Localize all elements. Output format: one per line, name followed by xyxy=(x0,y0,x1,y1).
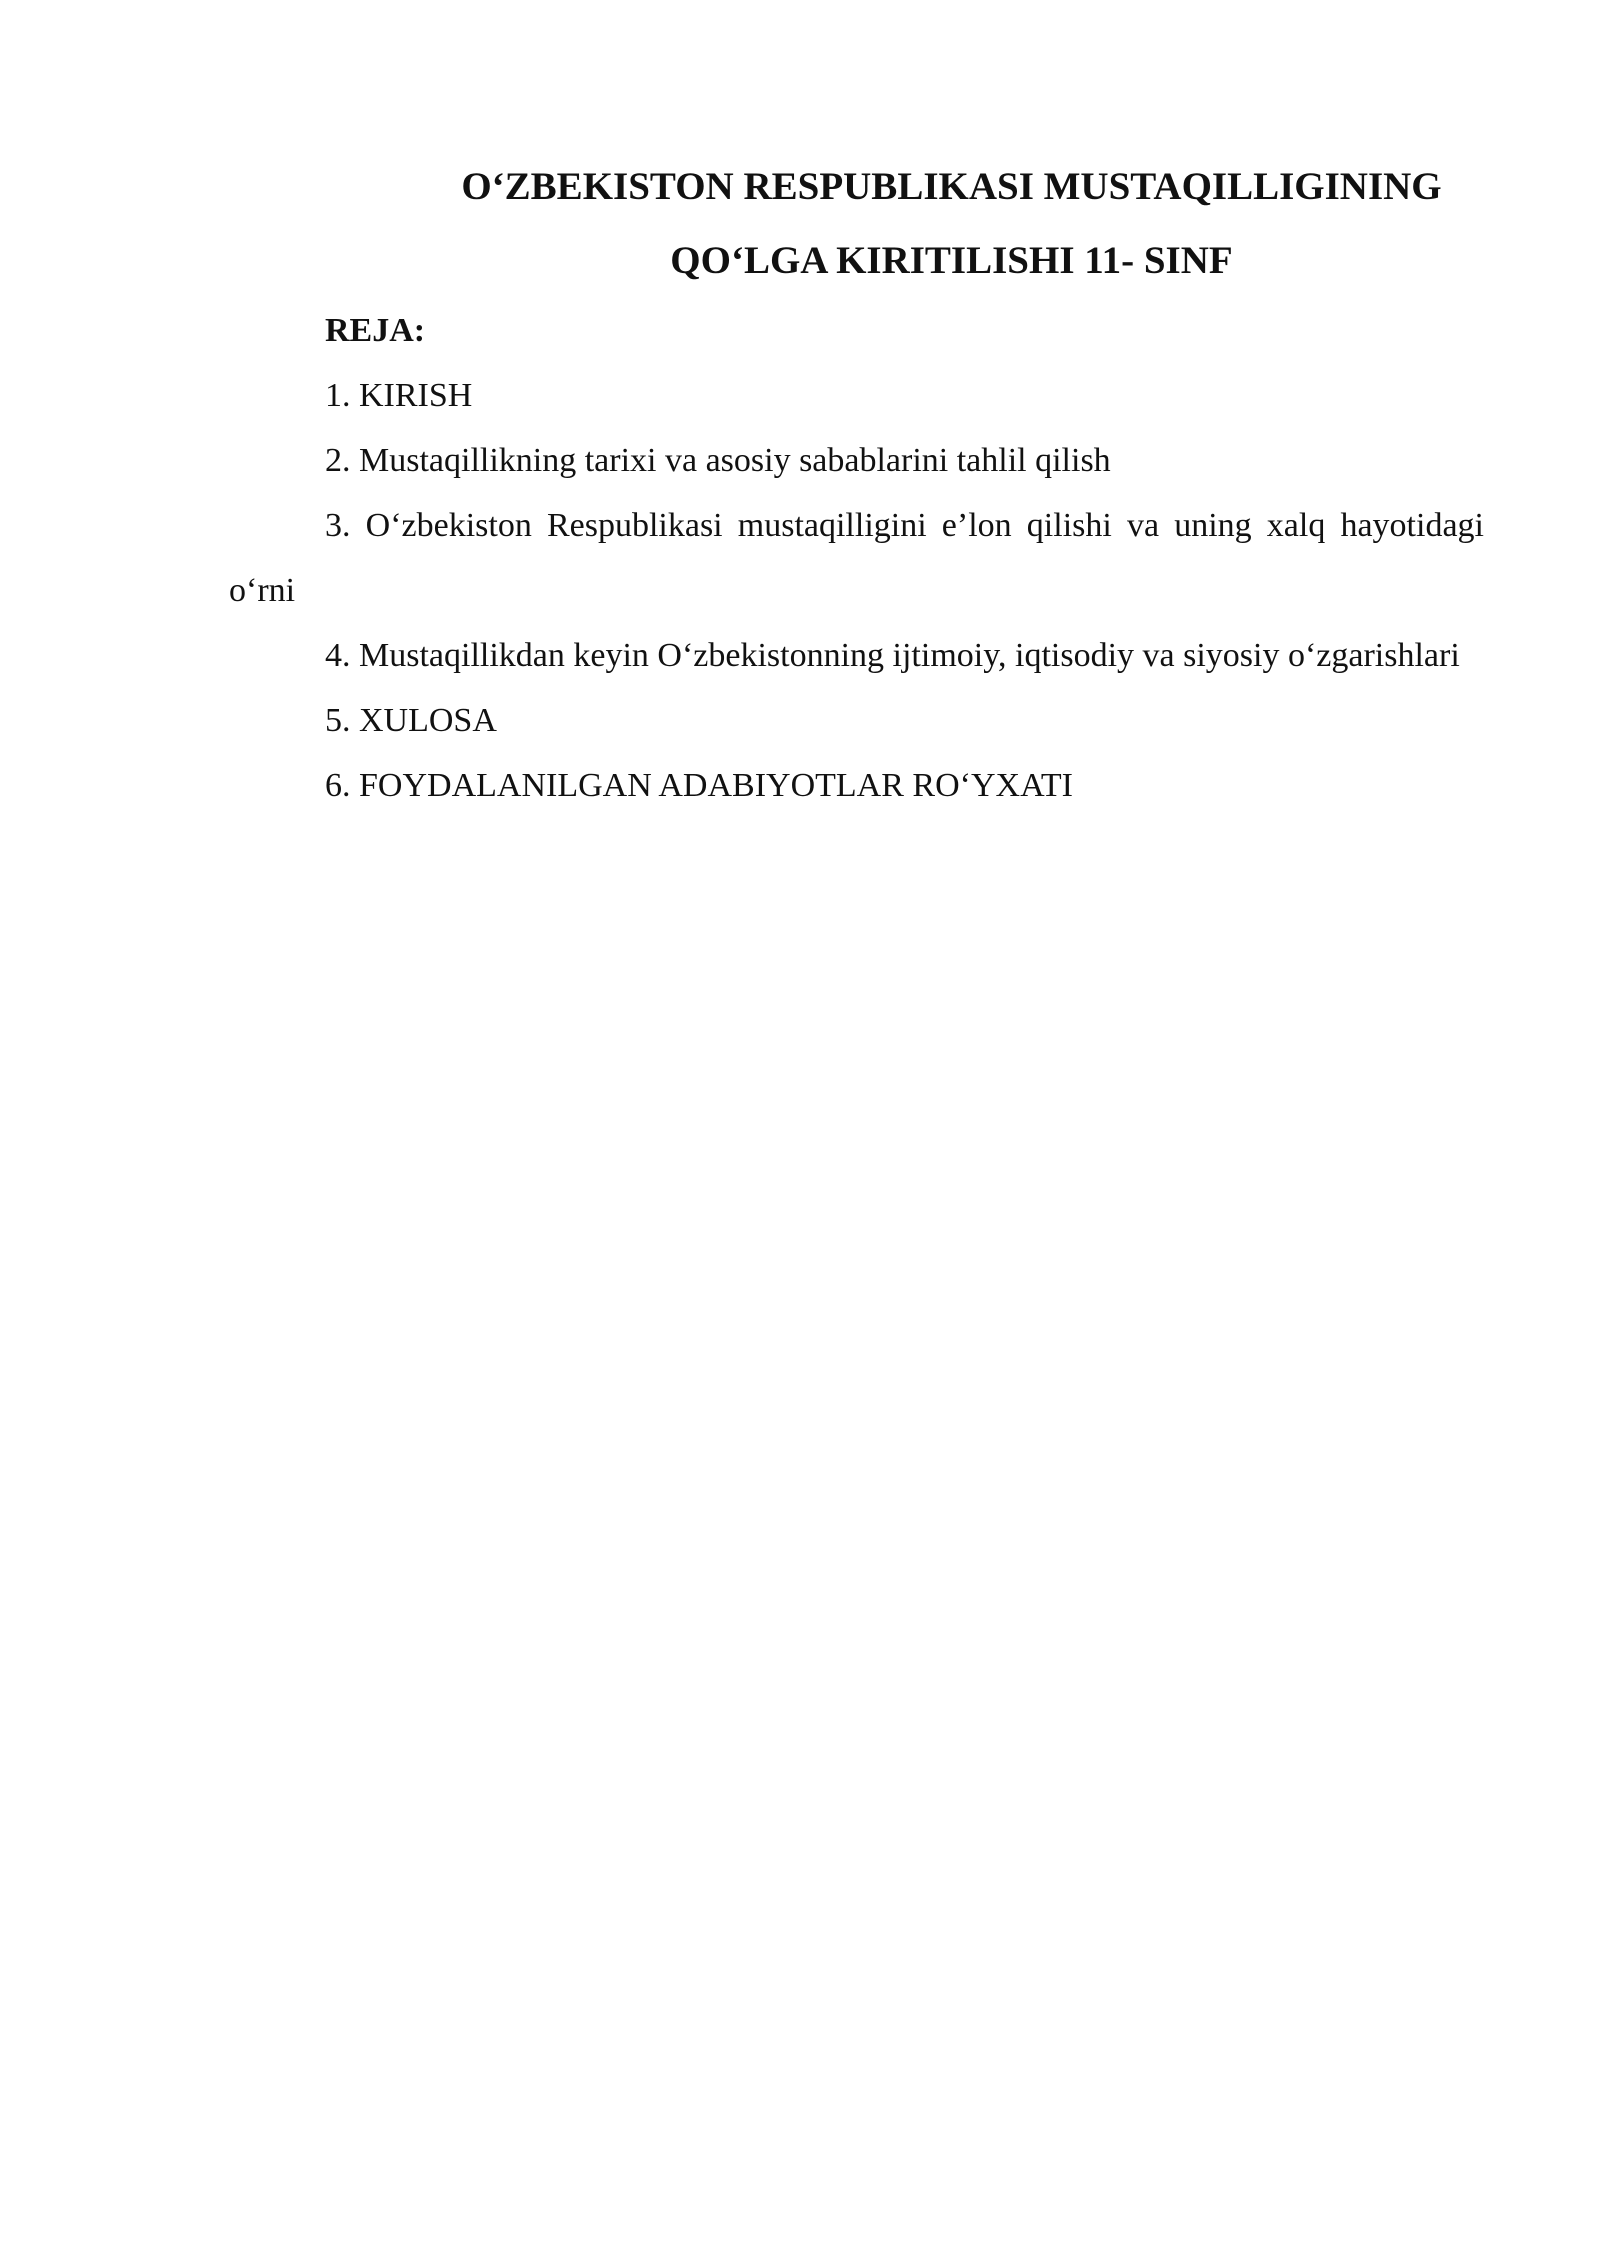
plan-item-intro: 1. KIRISH xyxy=(325,377,473,414)
page-content xyxy=(229,150,1484,818)
plan-list xyxy=(229,363,1484,818)
title-line-1: O‘ZBEKISTON RESPUBLIKASI MUSTAQILLIGINING xyxy=(461,165,1442,208)
plan-heading: REJA: xyxy=(325,312,426,349)
plan-item-conclusion: 5. XULOSA xyxy=(325,702,497,739)
plan-item-changes: 4. Mustaqillikdan keyin O‘zbekistonning ijtimoiy, iqtisodiy va siyosiy o‘zgarishlari xyxy=(325,637,1460,674)
plan-item-references: 6. FOYDALANILGAN ADABIYOTLAR RO‘YXATI xyxy=(325,767,1073,804)
title-line-2: QO‘LGA KIRITILISHI 11- SINF xyxy=(670,239,1233,282)
plan-item-declaration: 3. O‘zbekiston Respublikasi mustaqilligini e’lon qilishi va uning xalq hayotidagi o‘rni xyxy=(229,507,1484,609)
document-title xyxy=(229,150,1484,298)
plan-item-history: 2. Mustaqillikning tarixi va asosiy sabablarini tahlil qilish xyxy=(325,442,1111,479)
